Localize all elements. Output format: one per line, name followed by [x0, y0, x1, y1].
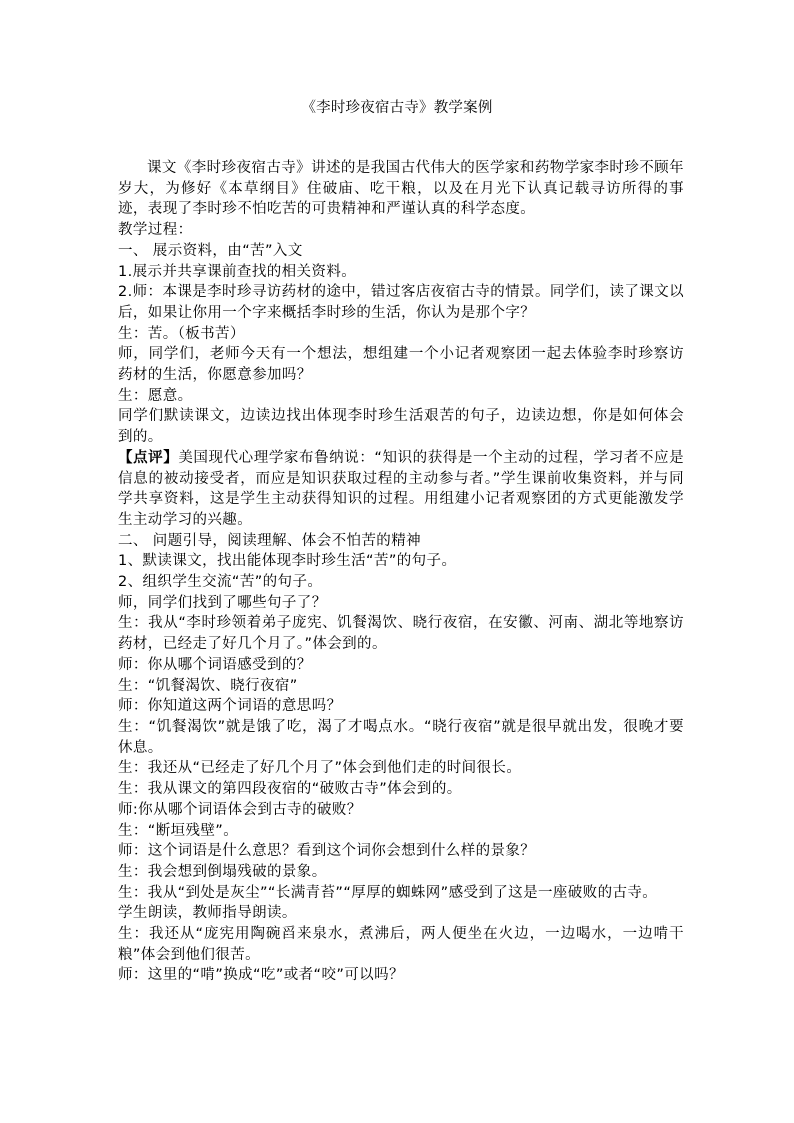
- section1-heading: 一、 展示资料，由“苦”入文: [118, 242, 303, 259]
- paragraph: 师：你知道这两个词语的意思吗？: [118, 698, 342, 715]
- paragraph: 师：这里的“啃”换成“吃”或者“咬”可以吗？: [118, 967, 404, 984]
- paragraph: 学生朗读，教师指导朗读。: [118, 905, 297, 922]
- section2-heading: 二、 问题引导，阅读理解、体会不怕苦的精神: [118, 532, 422, 549]
- comment-paragraph: [118, 448, 684, 531]
- paragraph: 生：我还从“已经走了好几个月了”体会到他们走的时间很长。: [118, 760, 522, 777]
- paragraph: 师：你从哪个词语感受到的？: [118, 656, 312, 673]
- paragraph: 生：“断垣残壁”。: [118, 822, 239, 839]
- paragraph: 师，同学们找到了哪些句子了？: [118, 594, 327, 611]
- paragraph: 生：我会想到倒塌残破的景象。: [118, 863, 327, 880]
- paragraph: 生：我从“李时珍领着弟子庞宪、饥餐渴饮、晓行夜宿，在安徽、河南、湖北等地察访药材，已经走了好几个月了。”体会到的。: [118, 615, 684, 653]
- paragraph: 师:你从哪个词语体会到古寺的破败？: [118, 801, 362, 818]
- paragraph: 生：“饥餐渴饮、晓行夜宿”: [118, 677, 298, 694]
- paragraph: 2.师：本课是李时珍寻访药材的途中，错过客店夜宿古寺的情景。同学们，读了课文以后，如果让你用一个字来概括李时珍的生活，你认为是那个字？: [118, 284, 684, 321]
- document-body: [118, 158, 684, 986]
- paragraph: 生：苦。（板书苦）: [118, 325, 245, 342]
- paragraph: 1.展示并共享课前查找的相关资料。: [118, 263, 357, 280]
- process-heading: 教学过程：: [118, 222, 193, 239]
- paragraph: 同学们默读课文，边读边找出体现李时珍生活艰苦的句子，边读边想，你是如何体会到的。: [118, 408, 684, 446]
- paragraph: 生：我从“到处是灰尘”“长满青苔”“厚厚的蜘蛛网”感受到了这是一座破败的古寺。: [118, 884, 658, 901]
- paragraph: 生：我从课文的第四段夜宿的“破败古寺”体会到的。: [118, 781, 462, 798]
- comment-text: 美国现代心理学家布鲁纳说：“知识的获得是一个主动的过程，学习者不应是信息的被动接受者，而应是知识获取过程的主动参与者。”学生课前收集资料，并与同学共享资料，这是学生主动获得知识的过程。用组建小记者观察团的方式更能激发学生主动学习的兴趣。: [118, 449, 685, 528]
- paragraph: 生：我还从“庞宪用陶碗舀来泉水，煮沸后，两人便坐在火边，一边喝水，一边啃干粮”体会到他们很苦。: [118, 926, 684, 963]
- paragraph: 2、组织学生交流“苦”的句子。: [118, 574, 323, 591]
- comment-label: 【点评】: [118, 449, 179, 466]
- paragraph: 生：愿意。: [118, 387, 193, 404]
- paragraph: 1、默读课文，找出能体现李时珍生活“苦”的句子。: [118, 553, 457, 570]
- paragraph: 生：“饥餐渴饮”就是饿了吃，渴了才喝点水。“晓行夜宿”就是很早就出发，很晚才要休息。: [118, 718, 684, 756]
- intro-paragraph: 课文《李时珍夜宿古寺》讲述的是我国古代伟大的医学家和药物学家李时珍不顾年岁大，为修好《本草纲目》住破庙、吃干粮，以及在月光下认真记载寻访所得的事迹，表现了李时珍不怕吃苦的可贵精神和严谨认真的科学态度。: [118, 160, 684, 218]
- paragraph: 师，同学们，老师今天有一个想法，想组建一个小记者观察团一起去体验李时珍察访药材的生活，你愿意参加吗？: [118, 346, 684, 384]
- document-title: 《李时珍夜宿古寺》教学案例: [301, 100, 493, 116]
- paragraph: 师：这个词语是什么意思？看到这个词你会想到什么样的景象？: [118, 843, 536, 860]
